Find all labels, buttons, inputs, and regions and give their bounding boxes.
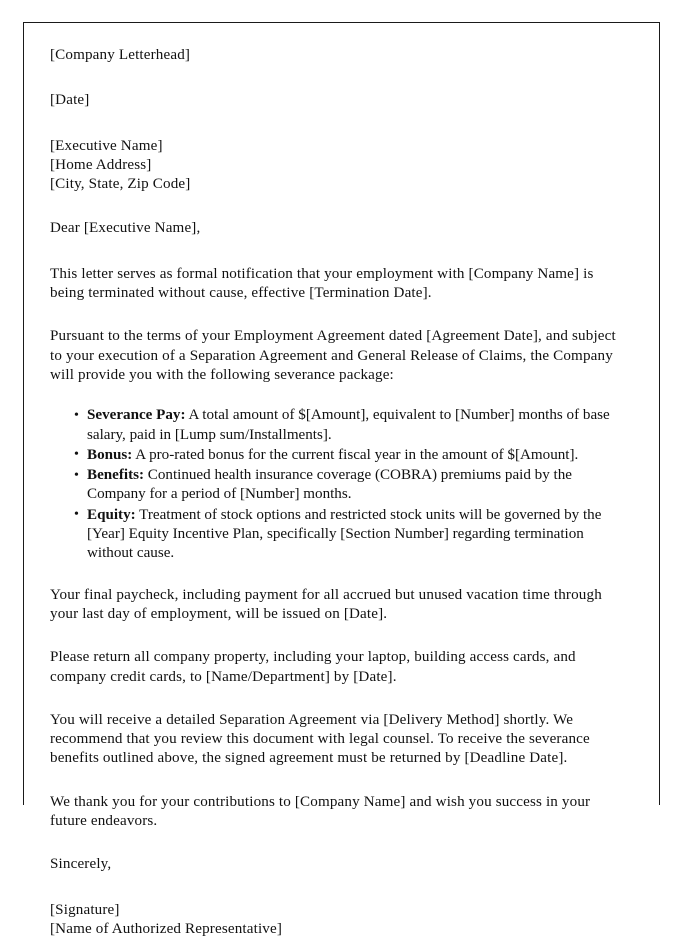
- list-item: [50, 466, 625, 505]
- salutation: Dear [Executive Name],: [50, 220, 201, 237]
- company-letterhead: [Company Letterhead]: [50, 47, 191, 63]
- severance-item-label: Severance Pay:: [87, 407, 186, 424]
- signature-block: [50, 901, 625, 939]
- paragraph-notification: This letter serves as formal notification that your employment with [Company Name] is being terminated without cause, effective [Termination Date].: [50, 265, 594, 302]
- severance-item-text: A total amount of $[Amount], equivalent to [Number] months of base salary, paid in [Lump sum/Installments].: [87, 407, 610, 443]
- severance-item-label: Equity:: [87, 506, 136, 523]
- closing-sincerely: Sincerely,: [50, 856, 112, 873]
- recipient-city-state-zip: [City, State, Zip Code]: [50, 176, 191, 193]
- company-letterhead-block: [50, 46, 625, 65]
- recipient-name: [Executive Name]: [50, 137, 163, 154]
- list-item: [50, 406, 625, 445]
- list-item: [50, 506, 625, 564]
- severance-item-text: Continued health insurance coverage (COBRA) premiums paid by the Company for a period of [Number] months.: [87, 467, 572, 503]
- paragraph-separation-agreement: You will receive a detailed Separation Agreement via [Delivery Method] shortly. We recommend that you review this document with legal counsel. To receive the severance benefits outlined above, the signed agreement must be returned by [Deadline Date].: [50, 711, 590, 767]
- severance-item-text: Treatment of stock options and restricted stock units will be governed by the [Year] Equity Incentive Plan, specifically [Section Number] regarding termination without cause.: [87, 506, 602, 562]
- closing-block: [50, 855, 625, 874]
- severance-item-label: Benefits:: [87, 467, 145, 484]
- severance-item-label: Bonus:: [87, 446, 133, 463]
- recipient-address: [Home Address]: [50, 156, 152, 173]
- severance-package-list: [50, 406, 625, 563]
- letter-body: [50, 46, 625, 939]
- salutation-block: [50, 219, 625, 238]
- paragraph-final-paycheck: Your final paycheck, including payment for all accrued but unused vacation time through your last day of employment, will be issued on [Date].: [50, 586, 602, 622]
- paragraph-return-property: Please return all company property, including your laptop, building access cards, and company credit cards, to [Name/Department] by [Date].: [50, 649, 576, 685]
- signature-placeholder: [Signature]: [50, 901, 120, 918]
- paragraph-pursuant: Pursuant to the terms of your Employment Agreement dated [Agreement Date], and subject to your execution of a Separation Agreement and General Release of Claims, the Company will provide you with the following severance package:: [50, 328, 616, 383]
- recipient-address-block: [50, 137, 625, 195]
- severance-item-text: A pro-rated bonus for the current fiscal year in the amount of $[Amount].: [132, 446, 579, 463]
- date-block: [50, 91, 625, 110]
- list-item: [50, 446, 625, 465]
- authorized-representative-name: [Name of Authorized Representative]: [50, 920, 283, 937]
- letter-page: [23, 22, 660, 937]
- paragraph-thank-you: We thank you for your contributions to [Company Name] and wish you success in your future endeavors.: [50, 793, 591, 830]
- letter-date: [Date]: [50, 92, 90, 109]
